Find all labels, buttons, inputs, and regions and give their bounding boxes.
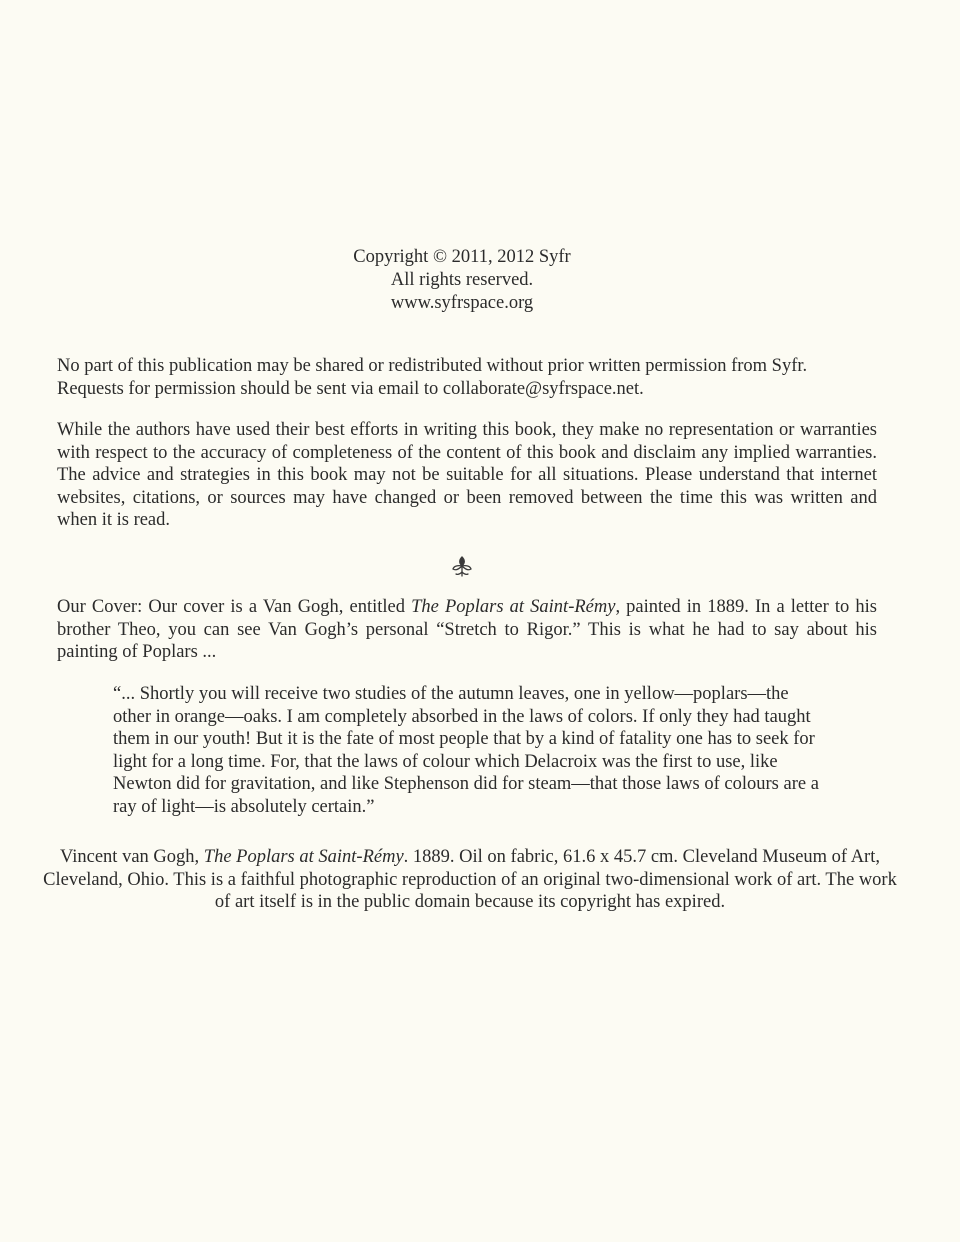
image-credit: [40, 846, 900, 914]
fleuron-icon: [450, 554, 474, 580]
cover-text-prefix: Our Cover: Our cover is a Van Gogh, entitled: [57, 597, 412, 617]
rights-reserved-line: All rights reserved.: [390, 270, 534, 290]
credit-painting-title: The Poplars at Saint-Rémy: [203, 847, 404, 867]
website-url: www.syfrspace.org: [390, 293, 534, 313]
credit-details: . 1889. Oil on fabric, 61.6 x 45.7 cm. Cleveland Museum of Art, Cleveland, Ohio. This is a faithful photographic reproduction of an original two-dimensional work of art. The work of art itself is in the public domain because its copyright has expired.: [43, 847, 897, 913]
disclaimer-paragraph: While the authors have used their best efforts in writing this book, they make no representation or warranties with respect to the accuracy of completeness of the content of this book and disclaim any implied warranties. The advice and strategies in this book may not be suitable for all situations. Please understand that internet websites, citations, or sources may have changed or been removed between the time this was written and when it is read.: [57, 420, 877, 531]
van-gogh-quote: “... Shortly you will receive two studies of the autumn leaves, one in yellow—poplars—the other in orange—oaks. I am completely absorbed in the laws of colors. If only they had taught them in our youth! But it is the fate of most people that by a kind of fatality one has to seek for light for a long time. For, that the laws of colour which Delacroix was the first to use, like Newton did for gravitation, and like Stephenson did for steam—that those laws of colours are a ray of light—is absolutely certain.”: [113, 684, 819, 817]
credit-artist: Vincent van Gogh,: [60, 847, 204, 867]
permission-paragraph: No part of this publication may be shared or redistributed without prior written permission from Syfr. Requests for permission should be sent via email to collaborate@syfrspace.net.: [57, 356, 808, 399]
cover-paragraph: [57, 596, 877, 664]
copyright-line: Copyright © 2011, 2012 Syfr: [353, 247, 571, 267]
cover-text-suffix: , painted in 1889. In a letter to his brother Theo, you can see Van Gogh’s personal “Stretch to Rigor.” This is what he had to say about his painting of Poplars ...: [57, 597, 877, 663]
cover-painting-title: The Poplars at Saint-Rémy: [411, 597, 616, 617]
copyright-notice: [0, 246, 924, 315]
